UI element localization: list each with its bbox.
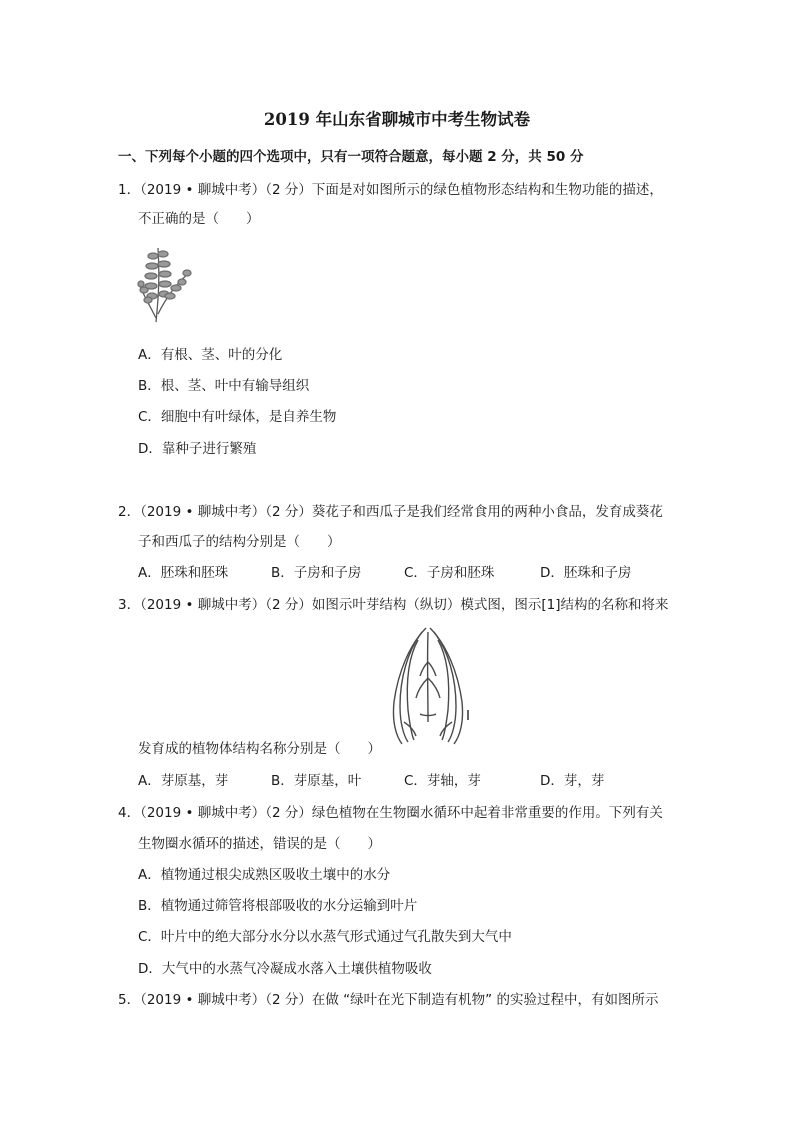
q3-options (138, 769, 698, 789)
q1-stem-line1: 1．（2019 • 聊城中考）（2 分）下面是对如图所示的绿色植物形态结构和生物功能的描述， (118, 182, 663, 198)
q1-stem-line2: 不正确的是（ ） (138, 211, 260, 227)
leaf-bud-figure (380, 622, 480, 750)
q3-option-d: D．芽，芽 (540, 773, 605, 789)
q4-option-c: C．叶片中的绝大部分水分以水蒸气形式通过气孔散失到大气中 (138, 929, 512, 945)
q3-option-b: B．芽原基，叶 (271, 773, 362, 789)
q2-stem-line1: 2．（2019 • 聊城中考）（2 分）葵花子和西瓜子是我们经常食用的两种小食品，发育成葵花 (118, 504, 663, 520)
q2-option-d: D．胚珠和子房 (540, 565, 632, 581)
q1-option-c: C．细胞中有叶绿体，是自养生物 (138, 409, 337, 425)
q1-option-a: A．有根、茎、叶的分化 (138, 347, 283, 363)
q4-stem-line1: 4．（2019 • 聊城中考）（2 分）绿色植物在生物圈水循环中起着非常重要的作用。下列有关 (118, 805, 663, 821)
q1-option-d: D．靠种子进行繁殖 (138, 441, 257, 457)
fern-figure (136, 240, 196, 324)
q5-stem-line1: 5．（2019 • 聊城中考）（2 分）在做 “绿叶在光下制造有机物” 的实验过程中，有如图所示 (118, 992, 659, 1008)
exam-title: 2019 年山东省聊城市中考生物试卷 (263, 110, 531, 129)
q4-option-d: D．大气中的水蒸气冷凝成水落入土壤供植物吸收 (138, 961, 432, 977)
q2-option-c: C．子房和胚珠 (404, 565, 495, 581)
q2-stem-line2: 子和西瓜子的结构分别是（ ） (138, 534, 341, 550)
q3-option-a: A．芽原基，芽 (138, 773, 229, 789)
q3-option-c: C．芽轴，芽 (404, 773, 481, 789)
q2-option-a: A．胚珠和胚珠 (138, 565, 229, 581)
q2-option-b: B．子房和子房 (271, 565, 362, 581)
q3-stem-line1: 3．（2019 • 聊城中考）（2 分）如图示叶芽结构（纵切）模式图，图示[1]结构的名称和将来 (118, 597, 669, 613)
figure-label-1: 1 (471, 722, 472, 723)
q4-option-a: A．植物通过根尖成熟区吸收土壤中的水分 (138, 867, 391, 883)
q4-stem-line2: 生物圈水循环的描述，错误的是（ ） (138, 836, 381, 852)
q2-options (138, 561, 698, 581)
q3-stem-line2: 发育成的植物体结构名称分别是（ ） (138, 741, 381, 757)
q1-option-b: B．根、茎、叶中有输导组织 (138, 378, 310, 394)
q4-option-b: B．植物通过筛管将根部吸收的水分运输到叶片 (138, 898, 418, 914)
section-heading: 一、下列每个小题的四个选项中，只有一项符合题意，每小题 2 分，共 50 分 (118, 149, 584, 165)
